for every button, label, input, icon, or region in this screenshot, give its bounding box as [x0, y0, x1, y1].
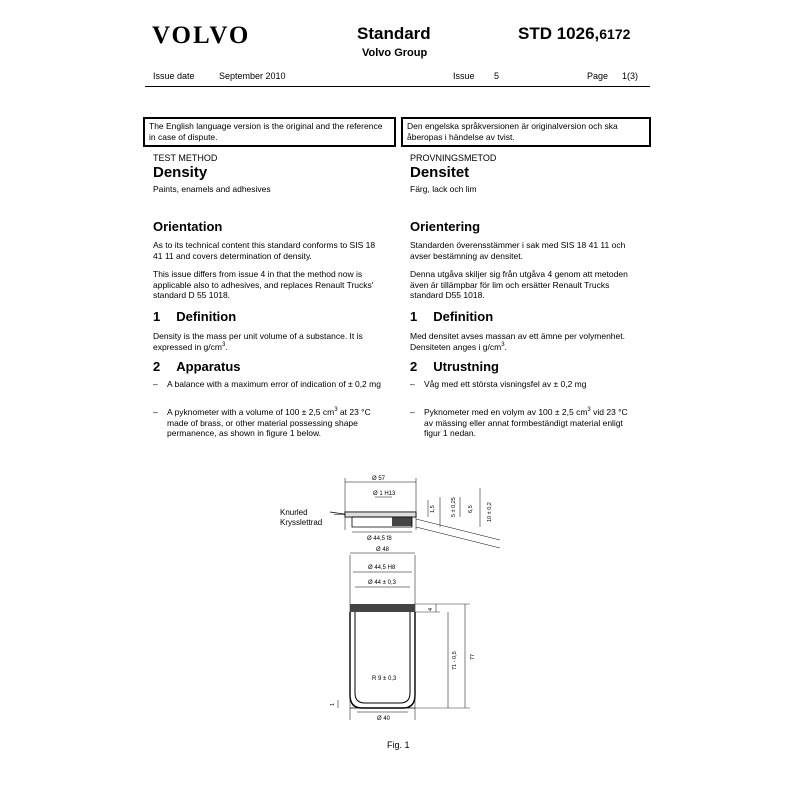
subtitle-sv: Färg, lack och lim [410, 184, 477, 194]
orientation-p2-sv: Denna utgåva skiljer sig från utgåva 4 genom att metoden även är tillämpbar för lim och ersätter Renault Trucks standard D55 1018. [410, 269, 628, 300]
issue-label: Issue [453, 71, 475, 81]
definition-number-en: 1 [153, 309, 161, 324]
dim-6-5: 6,5 [468, 505, 474, 513]
dim-4: 4 [428, 607, 434, 611]
dim-71: 71 - 0,5 [452, 651, 458, 670]
definition-end-en: . [225, 341, 228, 352]
standard-subtitle: Volvo Group [362, 47, 428, 59]
std-number-suffix: 6172 [599, 26, 631, 42]
dim-1-5: 1,5 [430, 505, 436, 513]
method-label-en: TEST METHOD [153, 153, 218, 163]
dim-d40: Ø 40 [377, 716, 391, 722]
standard-title: Standard [357, 24, 431, 43]
method-label-sv: PROVNINGSMETOD [410, 153, 497, 163]
title-en: Density [153, 164, 208, 181]
apparatus-item-2b-sv: vid 23 °C av mässing eller annat formbeständigt material enligt figur 1 nedan. [424, 407, 628, 438]
page-label: Page [587, 71, 609, 81]
dim-r9: R 9 ± 0,3 [372, 676, 397, 682]
apparatus-title-en: Apparatus [176, 359, 241, 374]
notice-swedish: Den engelska språkversionen är originalversion och ska åberopas i händelse av tvist. [401, 117, 651, 147]
orientation-p1-en: As to its technical content this standard conforms to SIS 18 41 11 and covers determination of density. [153, 240, 376, 261]
definition-number-sv: 1 [410, 309, 418, 324]
apparatus-item-2a-en: A pyknometer with a volume of 100 ± 2,5 cm [167, 407, 335, 417]
apparatus-item-1-text-en: A balance with a maximum error of indication of ± 0,2 mg [167, 379, 381, 389]
heading-orientation-sv: Orientering [410, 219, 481, 234]
definition-body-en: Density is the mass per unit volume of a substance. It is expressed in g/cm [153, 331, 363, 352]
definition-title-en: Definition [176, 309, 237, 324]
dim-d445h8: Ø 44,5 H8 [368, 565, 396, 571]
dim-d445f8: Ø 44,5 f8 [367, 536, 392, 542]
apparatus-title-sv: Utrustning [433, 359, 499, 374]
orientation-p1-sv: Standarden överensstämmer i sak med SIS 18 41 11 och avser bestämning av densitet. [410, 240, 626, 261]
knurled-label-sv: Krysslettrad [280, 518, 323, 527]
notice-english: The English language version is the original and the reference in case of dispute. [143, 117, 396, 147]
definition-end-sv: . [504, 341, 507, 352]
apparatus-item-2a-sv: Pyknometer med en volym av 100 ± 2,5 cm [424, 407, 588, 417]
title-sv: Densitet [410, 164, 470, 181]
subtitle-en: Paints, enamels and adhesives [153, 184, 271, 194]
figure-caption: Fig. 1 [387, 740, 410, 750]
issue-date-label: Issue date [153, 71, 195, 81]
apparatus-number-en: 2 [153, 359, 161, 374]
apparatus-item-2-sup-en: 3 [334, 407, 338, 414]
definition-sup-sv: 3 [501, 341, 505, 348]
dim-10: 10 ± 0,2 [487, 502, 493, 522]
heading-orientation-en: Orientation [153, 219, 223, 234]
std-number-main: STD 1026, [518, 24, 600, 43]
dim-5: 5 ± 0,25 [451, 497, 457, 517]
dim-77: 77 [470, 653, 476, 660]
page-value: 1(3) [622, 71, 639, 81]
apparatus-item-2b-en: at 23 °C made of brass, or other material possessing shape permanence, as shown in figure 1 below. [167, 407, 371, 438]
apparatus-item-1-text-sv: Våg med ett största visningsfel av ± 0,2 mg [424, 379, 587, 389]
apparatus-item-2-sup-sv: 3 [587, 407, 591, 414]
issue-value: 5 [494, 71, 500, 81]
dim-d1h13: Ø 1 H13 [373, 491, 396, 497]
volvo-logo: VOLVO [152, 22, 251, 49]
definition-sup-en: 3 [221, 341, 226, 348]
orientation-p2-en: This issue differs from issue 4 in that the method now is applicable also to adhesives, and replaces Renault Trucks' standard D 55 1018. [153, 269, 374, 300]
apparatus-number-sv: 2 [410, 359, 418, 374]
definition-body-sv: Med densitet avses massan av ett ämne per volymenhet. Densiteten anges i g/cm [410, 331, 625, 352]
issue-date-value: September 2010 [219, 71, 286, 81]
dim-1: 1 [330, 702, 336, 706]
knurled-label: Knurled [280, 508, 308, 517]
definition-title-sv: Definition [433, 309, 494, 324]
dim-d48: Ø 48 [376, 547, 390, 553]
dim-d44: Ø 44 ± 0,3 [368, 580, 396, 586]
dim-d57: Ø 57 [372, 476, 386, 482]
